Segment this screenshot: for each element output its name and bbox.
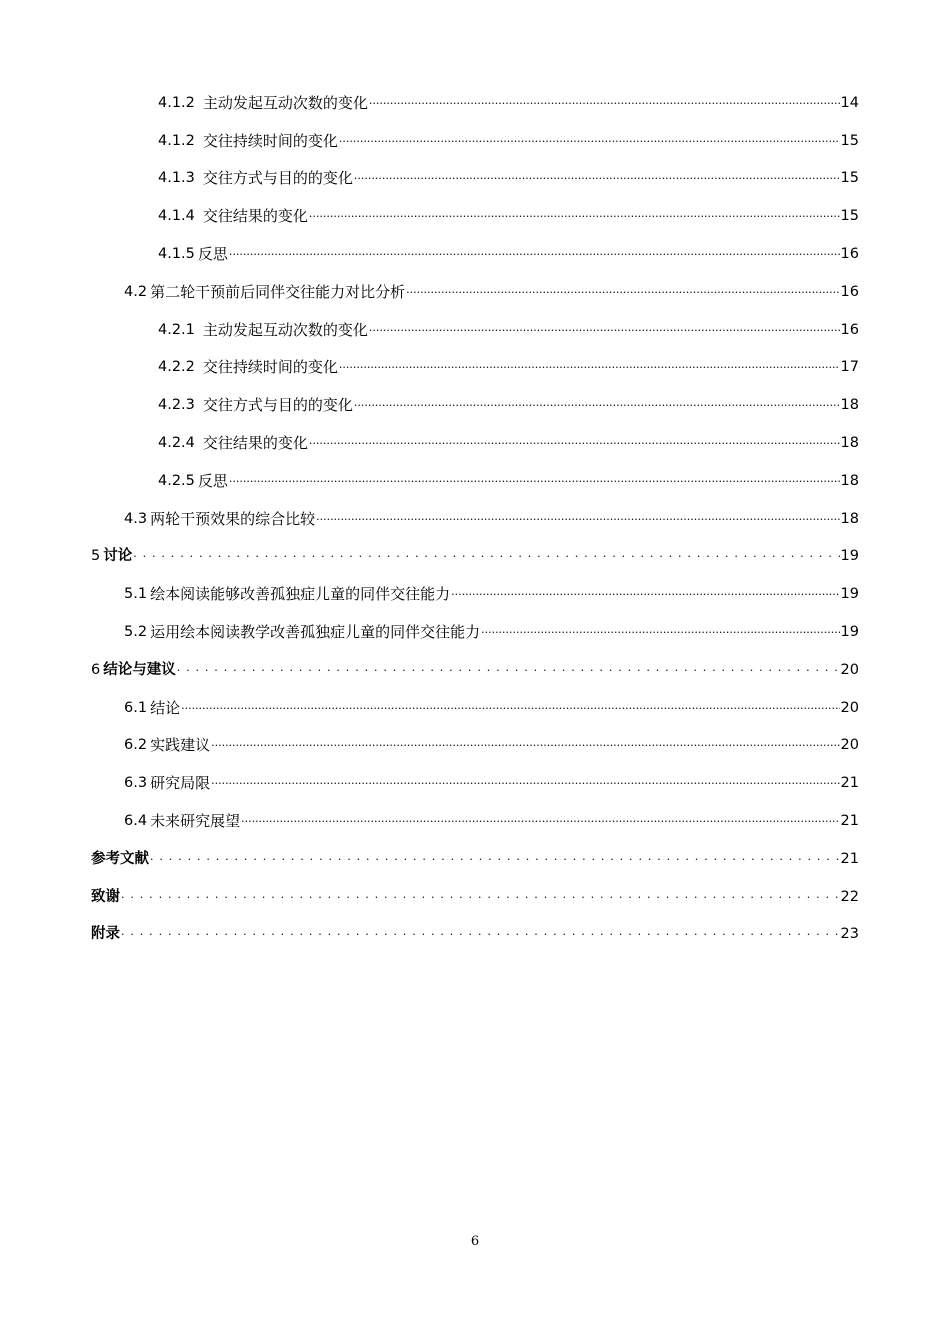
toc-entry-page: 20 [840, 661, 859, 678]
toc-entry[interactable] [91, 840, 859, 878]
toc-entry-number: 4.1.2 [158, 94, 195, 111]
toc-entry-page: 18 [840, 472, 859, 489]
toc-entry[interactable] [158, 424, 859, 462]
toc-entry-number: 4.2.4 [158, 435, 195, 452]
toc-entry-number: 4.1.4 [158, 208, 195, 225]
toc-entry-title: 两轮干预效果的综合比较 [150, 509, 316, 528]
toc-entry-number: 6 [91, 661, 101, 678]
toc-entry[interactable] [158, 122, 859, 160]
toc-entry[interactable] [91, 916, 859, 954]
toc-entry-page: 18 [840, 435, 859, 452]
toc-entry-title: 交往方式与目的的变化 [202, 396, 353, 415]
toc-entry[interactable] [158, 197, 859, 235]
toc-entry[interactable] [124, 764, 859, 802]
toc-entry-title: 运用绘本阅读教学改善孤独症儿童的同伴交往能力 [150, 623, 481, 642]
toc-leader-dots [354, 168, 840, 188]
toc-entry-number: 5 [91, 548, 101, 565]
toc-leader-dots [177, 660, 840, 680]
toc-entry[interactable] [158, 84, 859, 122]
toc-entry-title: 主动发起互动次数的变化 [202, 93, 368, 112]
toc-entry-title: 反思 [197, 471, 228, 490]
toc-entry[interactable] [91, 878, 859, 916]
toc-entry-title: 附录 [91, 926, 120, 943]
toc-entry-title: 实践建议 [150, 736, 211, 755]
toc-entry[interactable] [158, 386, 859, 424]
toc-entry-title: 结论 [150, 698, 181, 717]
toc-entry-page: 18 [840, 510, 859, 527]
toc-entry-title: 未来研究展望 [150, 812, 241, 831]
toc-entry[interactable] [124, 613, 859, 651]
toc-entry-page: 16 [840, 283, 859, 300]
toc-entry[interactable] [124, 689, 859, 727]
toc-entry-number: 6.2 [124, 737, 148, 754]
toc-entry-title: 结论与建议 [103, 661, 176, 678]
toc-leader-dots [229, 471, 840, 491]
toc-leader-dots [309, 206, 840, 226]
toc-entry-number: 4.2.1 [158, 321, 195, 338]
toc-entry-title: 绘本阅读能够改善孤独症儿童的同伴交往能力 [150, 585, 451, 604]
toc-entry-page: 19 [840, 548, 859, 565]
toc-entry-number: 4.2 [124, 283, 148, 300]
toc-entry-title: 交往结果的变化 [202, 434, 308, 453]
toc-leader-dots [316, 509, 839, 529]
toc-entry-number: 6.3 [124, 775, 148, 792]
toc-entry-page: 15 [840, 208, 859, 225]
toc-entry-title: 交往方式与目的的变化 [202, 169, 353, 188]
toc-leader-dots [309, 433, 840, 453]
toc-entry[interactable] [124, 273, 859, 311]
toc-leader-dots [451, 584, 839, 604]
toc-leader-dots [133, 546, 839, 566]
toc-entry-number: 6.1 [124, 699, 148, 716]
toc-entry[interactable] [158, 311, 859, 349]
toc-entry-title: 致谢 [91, 888, 120, 905]
toc-entry-page: 15 [840, 132, 859, 149]
toc-leader-dots [406, 282, 839, 302]
toc-entry-page: 19 [840, 624, 859, 641]
toc-leader-dots [354, 395, 840, 415]
toc-entry-title: 反思 [197, 245, 228, 264]
toc-entry-number: 4.2.2 [158, 359, 195, 376]
toc-entry-title: 交往结果的变化 [202, 207, 308, 226]
toc-leader-dots [339, 357, 840, 377]
toc-entry-number: 4.2.5 [158, 472, 195, 489]
toc-leader-dots [121, 887, 840, 907]
toc-entry-number: 4.3 [124, 510, 148, 527]
toc-entry-title: 讨论 [103, 548, 133, 565]
toc-entry[interactable] [158, 235, 859, 273]
toc-entry-page: 19 [840, 586, 859, 603]
toc-entry[interactable] [124, 500, 859, 538]
toc-entry[interactable] [124, 727, 859, 765]
toc-entry-number: 4.2.3 [158, 397, 195, 414]
toc-entry-page: 20 [840, 699, 859, 716]
table-of-contents [0, 84, 950, 953]
toc-entry-title: 研究局限 [150, 774, 211, 793]
toc-entry-page: 18 [840, 397, 859, 414]
toc-entry[interactable] [124, 575, 859, 613]
toc-entry-page: 21 [840, 813, 859, 830]
toc-entry-page: 22 [840, 888, 859, 905]
toc-entry-page: 20 [840, 737, 859, 754]
toc-leader-dots [121, 924, 840, 944]
toc-entry[interactable] [91, 538, 859, 576]
toc-leader-dots [211, 773, 839, 793]
toc-entry-title: 第二轮干预前后同伴交往能力对比分析 [150, 282, 406, 301]
toc-entry-number: 5.2 [124, 624, 148, 641]
toc-entry-page: 16 [840, 246, 859, 263]
toc-entry-title: 主动发起互动次数的变化 [202, 320, 368, 339]
toc-entry-number: 4.1.5 [158, 246, 195, 263]
toc-entry-title: 交往持续时间的变化 [202, 358, 338, 377]
toc-entry-page: 16 [840, 321, 859, 338]
toc-entry[interactable] [124, 802, 859, 840]
toc-entry-page: 14 [840, 94, 859, 111]
toc-leader-dots [339, 131, 840, 151]
toc-entry-number: 4.1.3 [158, 170, 195, 187]
toc-entry-number: 4.1.2 [158, 132, 195, 149]
toc-leader-dots [369, 320, 840, 340]
toc-entry-number: 6.4 [124, 813, 148, 830]
toc-entry-page: 17 [840, 359, 859, 376]
toc-leader-dots [481, 622, 839, 642]
toc-entry[interactable] [158, 462, 859, 500]
toc-entry[interactable] [91, 651, 859, 689]
toc-entry[interactable] [158, 349, 859, 387]
toc-leader-dots [229, 244, 840, 264]
toc-leader-dots [369, 93, 840, 113]
page-number: 6 [470, 1234, 480, 1249]
toc-entry-page: 21 [840, 850, 859, 867]
toc-entry-title: 参考文献 [91, 850, 149, 867]
toc-entry-page: 21 [840, 775, 859, 792]
toc-leader-dots [241, 811, 839, 831]
toc-entry-title: 交往持续时间的变化 [202, 131, 338, 150]
toc-leader-dots [150, 849, 840, 869]
toc-entry[interactable] [158, 160, 859, 198]
toc-entry-number: 5.1 [124, 586, 148, 603]
toc-leader-dots [181, 698, 839, 718]
toc-leader-dots [211, 735, 839, 755]
toc-entry-page: 15 [840, 170, 859, 187]
toc-entry-page: 23 [840, 926, 859, 943]
